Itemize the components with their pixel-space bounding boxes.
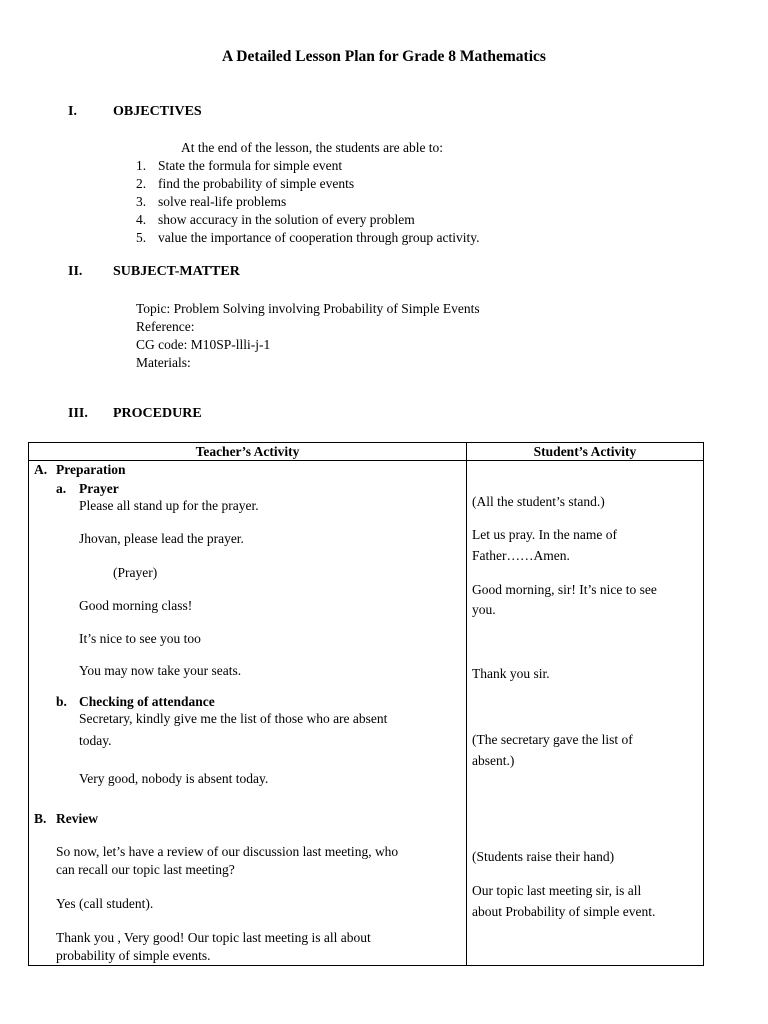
prayer-label: a. (56, 481, 67, 496)
objective-item: 2. find the probability of simple events (136, 176, 355, 191)
teacher-line: Thank you , Very good! Our topic last meeting is all about (56, 930, 371, 945)
teacher-line: Please all stand up for the prayer. (79, 498, 259, 513)
teacher-activity-header: Teacher’s Activity (195, 444, 300, 459)
teacher-line: probability of simple events. (56, 948, 211, 963)
materials-line: Materials: (136, 355, 191, 370)
teacher-line: So now, let’s have a review of our discussion last meeting, who (56, 844, 399, 859)
teacher-line: today. (79, 733, 112, 748)
table-header-divider (29, 460, 703, 461)
reference-line: Reference: (136, 319, 195, 334)
objectives-heading: OBJECTIVES (113, 104, 202, 119)
teacher-line: Jhovan, please lead the prayer. (79, 531, 244, 546)
teacher-line: You may now take your seats. (79, 663, 242, 678)
document-title: A Detailed Lesson Plan for Grade 8 Mathematics (222, 48, 546, 65)
objective-item: 3. solve real-life problems (136, 194, 287, 209)
objective-item: 5. value the importance of cooperation through group activity. (136, 230, 480, 245)
cg-code-line: CG code: M10SP-llli-j-1 (136, 337, 271, 352)
teacher-line: (Prayer) (113, 565, 158, 580)
prayer-title: Prayer (79, 481, 119, 496)
objective-item: 4. show accuracy in the solution of every problem (136, 212, 415, 227)
table-column-divider (466, 443, 467, 965)
teacher-line: Yes (call student). (56, 896, 154, 911)
teacher-line: Secretary, kindly give me the list of those who are absent (79, 711, 388, 726)
student-line: Thank you sir. (472, 666, 550, 681)
student-line: Let us pray. In the name of (472, 527, 617, 542)
teacher-line: It’s nice to see you too (79, 631, 201, 646)
student-line: (Students raise their hand) (472, 849, 615, 864)
student-line: absent.) (472, 753, 515, 768)
student-line: you. (472, 602, 496, 617)
section-b-label: B. (34, 811, 47, 826)
attendance-title: Checking of attendance (79, 694, 215, 709)
objectives-intro: At the end of the lesson, the students are able to: (181, 140, 444, 155)
section-a-title: Preparation (56, 462, 126, 477)
student-line: Good morning, sir! It’s nice to see (472, 582, 657, 597)
procedure-table (28, 442, 704, 966)
teacher-line: can recall our topic last meeting? (56, 862, 235, 877)
topic-line: Topic: Problem Solving involving Probability of Simple Events (136, 301, 480, 316)
student-line: (All the student’s stand.) (472, 494, 605, 509)
student-line: Our topic last meeting sir, is all (472, 883, 642, 898)
section-a-label: A. (34, 462, 48, 477)
section-b-title: Review (56, 811, 98, 826)
student-activity-header: Student’s Activity (533, 444, 637, 459)
objectives-list (136, 157, 480, 247)
procedure-number: III. (68, 406, 88, 421)
subject-matter-details (136, 300, 480, 372)
subject-matter-number: II. (68, 264, 83, 279)
student-line: about Probability of simple event. (472, 904, 656, 919)
teacher-line: Very good, nobody is absent today. (79, 771, 269, 786)
procedure-heading: PROCEDURE (113, 406, 202, 421)
student-line: (The secretary gave the list of (472, 732, 633, 747)
teacher-line: Good morning class! (79, 598, 193, 613)
objective-item: 1. State the formula for simple event (136, 158, 343, 173)
objectives-number: I. (68, 104, 77, 119)
student-line: Father……Amen. (472, 548, 570, 563)
attendance-label: b. (56, 694, 67, 709)
subject-matter-heading: SUBJECT-MATTER (113, 264, 240, 279)
